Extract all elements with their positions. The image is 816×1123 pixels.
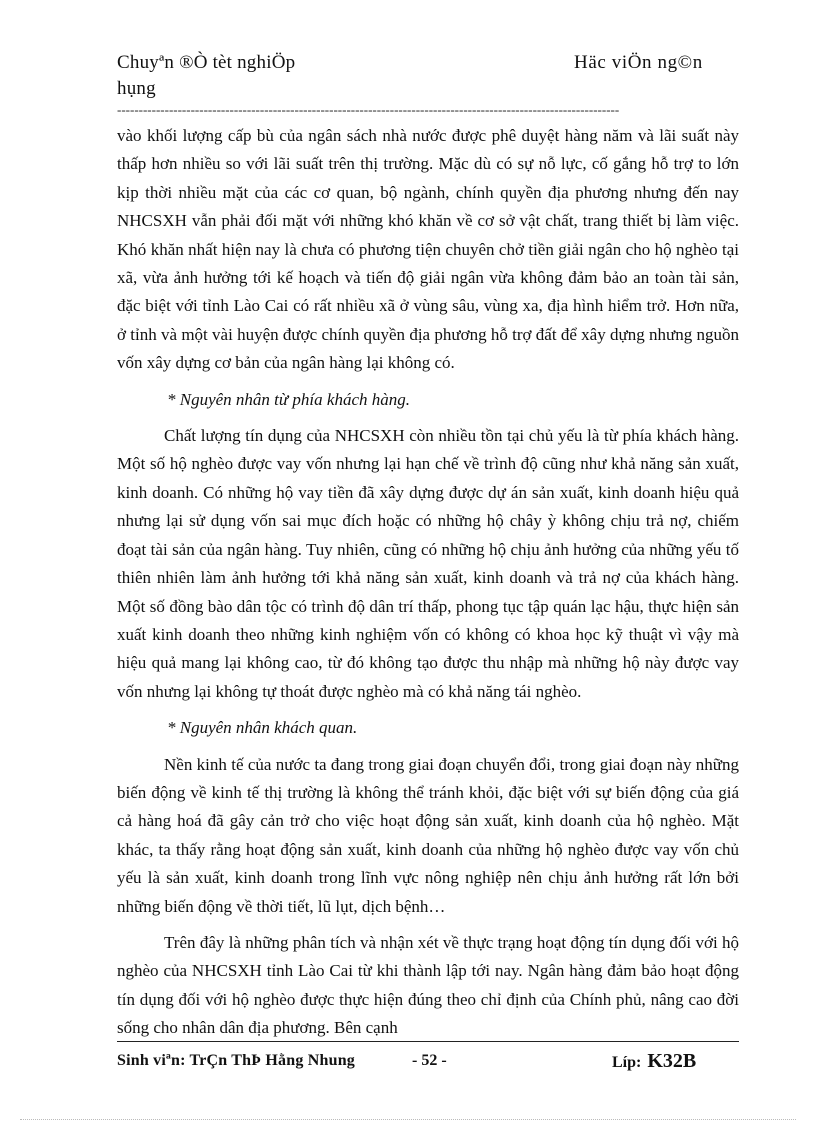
footer-class-value: K32B	[647, 1050, 697, 1072]
footer-student: Sinh viªn: TrÇn ThÞ Hằng Nhung	[117, 1052, 356, 1069]
page-bottom-border	[20, 1119, 796, 1120]
header-doc-type-cont: hụng	[117, 78, 156, 99]
paragraph-2: Chất lượng tín dụng của NHCSXH còn nhiều tồn tại chủ yếu là từ phía khách hàng. Một số hộ nghèo được vay vốn nhưng lại hạn chế về trình độ cũng như khả năng sản xuất, kinh doanh. Có những hộ vay tiền đã xây dựng được dự án sản xuất, kinh doanh hiệu quả nhưng lại sử dụng vốn sai mục đích hoặc có những hộ chây ỳ không chịu trả nợ, chiếm đoạt tài sản của ngân hàng. Tuy nhiên, cũng có những hộ chịu ảnh hưởng của những yếu tố thiên nhiên làm ảnh hưởng tới khả năng sản xuất, kinh doanh và trả nợ của khách hàng. Một số đồng bào dân tộc có trình độ dân trí thấp, phong tục tập quán lạc hậu, thực hiện sản xuất kinh doanh theo những kinh nghiệm vốn có không có khoa học kỹ thuật vì vậy mà hiệu quả mang lại không cao, từ đó không tạo được thu nhập mà những hộ này được vay vốn nhưng lại không tự thoát được nghèo mà có khả năng tái nghèo.	[117, 426, 739, 701]
header-dashed-rule: --------------------------------------------------------------------------------------------------------------------	[117, 103, 620, 117]
page-number: - 52 -	[412, 1052, 447, 1069]
footer-class	[612, 1050, 696, 1073]
header-left	[117, 50, 357, 102]
header-institution: Häc viÖn ng©n	[574, 52, 703, 73]
paragraph-3: Nền kinh tế của nước ta đang trong giai đoạn chuyển đổi, trong giai đoạn này những biến động về kinh tế thị trường là không thể tránh khỏi, đặc biệt với sự biến động của giá cả hàng hoá đã gây cản trở cho việc hoạt động sản xuất, kinh doanh của hộ nghèo. Mặt khác, ta thấy rằng hoạt động sản xuất, kinh doanh của những hộ nghèo được vay vốn chủ yếu là sản xuất, kinh doanh trong lĩnh vực nông nghiệp nên chịu ảnh hưởng rất lớn bởi những biến động về thời tiết, lũ lụt, dịch bệnh…	[117, 754, 739, 916]
section-heading-objective: * Nguyên nhân khách quan.	[167, 718, 358, 738]
section-heading-customer: * Nguyên nhân từ phía khách hàng.	[167, 389, 410, 409]
paragraph-4: Trên đây là những phân tích và nhận xét về thực trạng hoạt động tín dụng đối với hộ nghèo của NHCSXH tỉnh Lào Cai từ khi thành lập tới nay. Ngân hàng đảm bảo hoạt động tín dụng đối với hộ nghèo được thực hiện đúng theo chỉ định của Chính phủ, nâng cao đời sống cho nhân dân địa phương. Bên cạnh	[117, 932, 739, 1038]
header-doc-type: Chuyªn ®Ò tèt nghiÖp	[117, 52, 296, 73]
footer-rule	[117, 1041, 739, 1042]
footer-class-label: Líp:	[612, 1054, 642, 1071]
paragraph-1: vào khối lượng cấp bù của ngân sách nhà nước được phê duyệt hàng năm và lãi suất này thấp hơn nhiều so với lãi suất trên thị trường. Mặc dù có sự nỗ lực, cố gắng hỗ trợ to lớn kịp thời nhiều mặt của các cơ quan, bộ ngành, chính quyền địa phương nhưng đến nay NHCSXH vẫn phải đối mặt với những khó khăn về cơ sở vật chất, trang thiết bị làm việc. Khó khăn nhất hiện nay là chưa có phương tiện chuyên chở tiền giải ngân cho hộ nghèo tại xã, vừa ảnh hưởng tới kế hoạch và tiến độ giải ngân vừa không đảm bảo an toàn tài sản, đặc biệt với tỉnh Lào Cai có rất nhiều xã ở vùng sâu, vùng xa, địa hình hiểm trở. Hơn nữa, ở tỉnh và một vài huyện được chính quyền địa phương hỗ trợ đất để xây dựng nhưng nguồn vốn xây dựng cơ bản của ngân hàng lại không có.	[117, 126, 739, 373]
body-text	[117, 122, 739, 1043]
